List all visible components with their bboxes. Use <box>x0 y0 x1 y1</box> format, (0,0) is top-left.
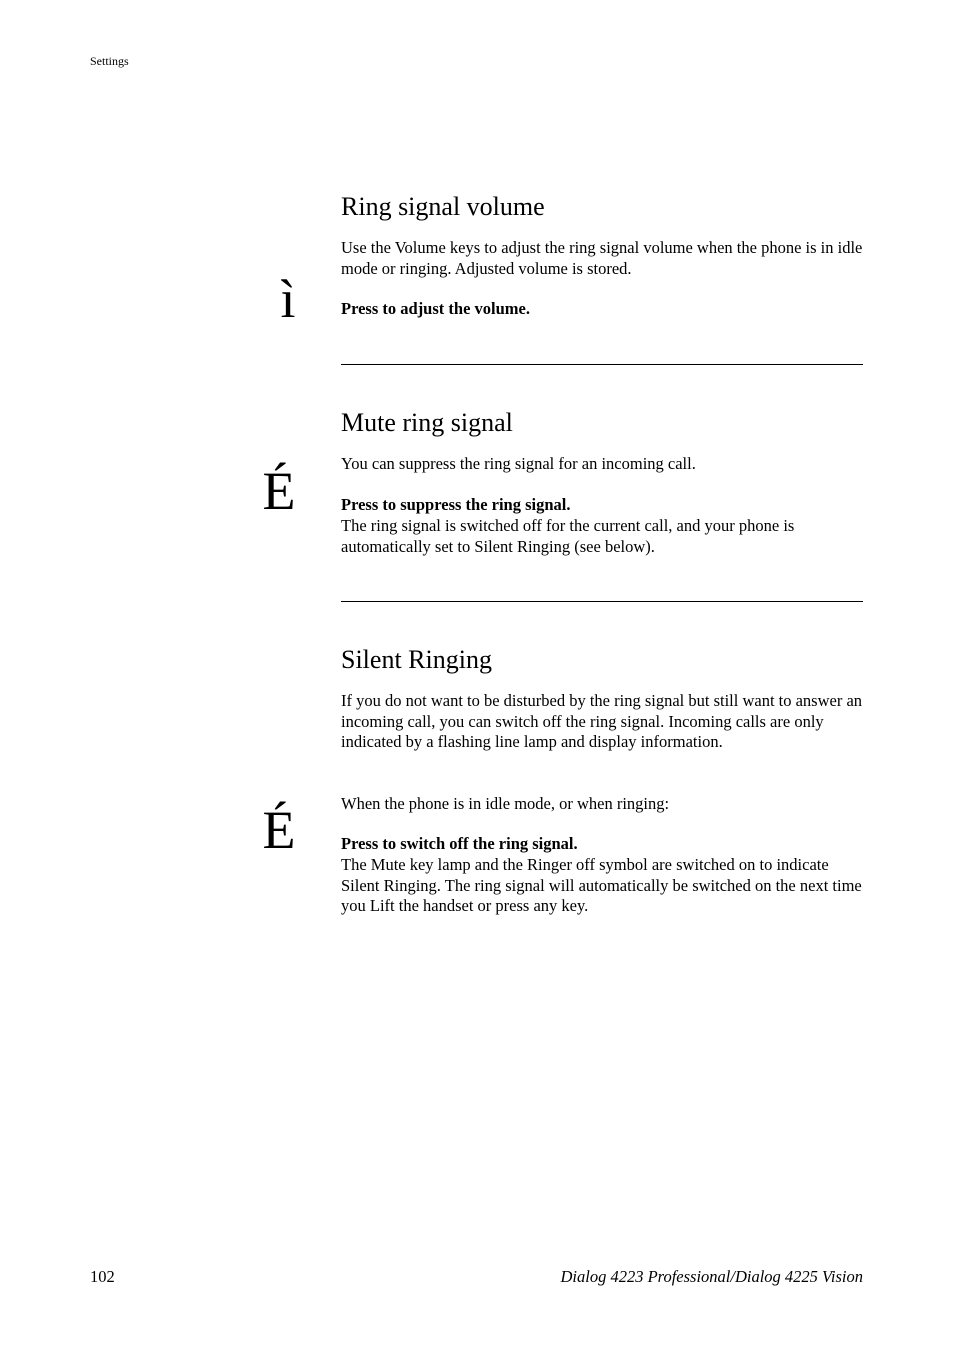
mute-ring-detail: The ring signal is switched off for the current call, and your phone is automatically set to Silent Ringing (see below). <box>341 516 795 556</box>
section-divider <box>341 601 863 602</box>
product-name: Dialog 4223 Professional/Dialog 4225 Vision <box>560 1267 863 1286</box>
silent-ringing-detail: The Mute key lamp and the Ringer off symbol are switched on to indicate Silent Ringing. The ring signal will automatically be switched on the next time you Lift the handset or press any key. <box>341 855 862 915</box>
mute-ring-intro: You can suppress the ring signal for an incoming call. <box>341 454 696 473</box>
silent-ringing-instruction: Press to switch off the ring signal. <box>341 834 578 853</box>
silent-ringing-intro: If you do not want to be disturbed by the ring signal but still want to answer an incoming call, you can switch off the ring signal. Incoming calls are only indicated by a flashing line lamp and display information. <box>341 691 863 751</box>
ring-volume-intro: Use the Volume keys to adjust the ring signal volume when the phone is in idle mode or ringing. Adjusted volume is stored. <box>341 238 863 278</box>
section-divider <box>341 364 863 365</box>
section-title-silent-ringing: Silent Ringing <box>341 645 492 674</box>
running-header: Settings <box>90 54 129 68</box>
section-title-mute-ring-signal: Mute ring signal <box>341 408 513 437</box>
silent-ringing-condition: When the phone is in idle mode, or when ringing: <box>341 794 670 813</box>
mute-ring-instruction: Press to suppress the ring signal. <box>341 495 571 514</box>
mute-key-icon: É <box>262 800 296 860</box>
ring-volume-instruction: Press to adjust the volume. <box>341 299 530 318</box>
mute-key-icon: É <box>262 461 296 521</box>
volume-key-icon: ì <box>280 269 296 329</box>
page-number: 102 <box>90 1267 115 1286</box>
section-title-ring-signal-volume: Ring signal volume <box>341 192 545 221</box>
